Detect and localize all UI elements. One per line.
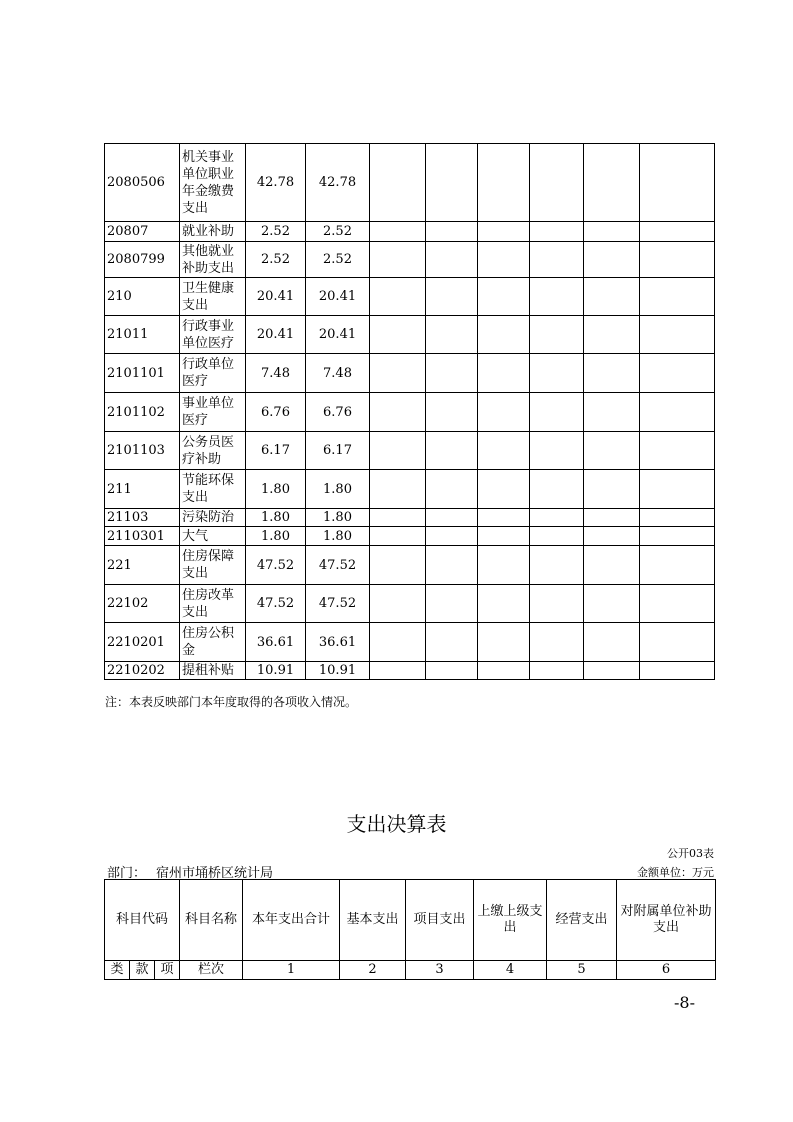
empty-cell — [640, 144, 715, 222]
row-total: 10.91 — [246, 662, 306, 680]
empty-cell — [530, 222, 584, 242]
row-basic: 1.80 — [306, 470, 370, 509]
empty-cell — [370, 585, 426, 623]
empty-cell — [426, 242, 478, 278]
row-name: 行政单位医疗 — [180, 354, 246, 393]
index-kuan: 款 — [130, 961, 155, 980]
empty-cell — [640, 546, 715, 585]
table-row — [105, 316, 715, 354]
row-basic: 20.41 — [306, 278, 370, 316]
row-name: 节能环保支出 — [180, 470, 246, 509]
row-code: 2101101 — [105, 354, 180, 393]
row-basic: 20.41 — [306, 316, 370, 354]
row-code: 211 — [105, 470, 180, 509]
table-row — [105, 546, 715, 585]
table-row — [105, 527, 715, 546]
row-basic: 6.17 — [306, 432, 370, 470]
table-note: 注：本表反映部门本年度取得的各项收入情况。 — [105, 695, 358, 709]
table-row — [105, 623, 715, 662]
empty-cell — [370, 527, 426, 546]
table-row — [105, 354, 715, 393]
empty-cell — [640, 393, 715, 432]
empty-cell — [584, 432, 640, 470]
row-basic: 10.91 — [306, 662, 370, 680]
empty-cell — [530, 509, 584, 527]
empty-cell — [530, 470, 584, 509]
empty-cell — [426, 316, 478, 354]
empty-cell — [530, 354, 584, 393]
empty-cell — [426, 222, 478, 242]
row-code: 2080506 — [105, 144, 180, 222]
row-name: 卫生健康支出 — [180, 278, 246, 316]
empty-cell — [478, 527, 530, 546]
row-name: 住房公积金 — [180, 623, 246, 662]
row-basic: 1.80 — [306, 527, 370, 546]
index-lei: 类 — [105, 961, 130, 980]
empty-cell — [370, 662, 426, 680]
empty-cell — [426, 509, 478, 527]
empty-cell — [370, 222, 426, 242]
empty-cell — [478, 432, 530, 470]
row-code: 2110301 — [105, 527, 180, 546]
row-code: 21011 — [105, 316, 180, 354]
header-code: 科目代码 — [105, 880, 180, 961]
row-total: 2.52 — [246, 222, 306, 242]
empty-cell — [370, 623, 426, 662]
empty-cell — [426, 470, 478, 509]
row-name: 住房保障支出 — [180, 546, 246, 585]
empty-cell — [640, 432, 715, 470]
table-row — [105, 432, 715, 470]
empty-cell — [478, 354, 530, 393]
index-xiang: 项 — [155, 961, 180, 980]
empty-cell — [584, 509, 640, 527]
table-row — [105, 585, 715, 623]
row-total: 47.52 — [246, 546, 306, 585]
page-title: 支出决算表 — [346, 812, 447, 836]
empty-cell — [640, 354, 715, 393]
empty-cell — [478, 242, 530, 278]
empty-cell — [640, 470, 715, 509]
empty-cell — [478, 662, 530, 680]
empty-cell — [584, 144, 640, 222]
empty-cell — [584, 316, 640, 354]
empty-cell — [426, 144, 478, 222]
empty-cell — [370, 432, 426, 470]
empty-cell — [584, 278, 640, 316]
empty-cell — [640, 623, 715, 662]
row-total: 6.76 — [246, 393, 306, 432]
empty-cell — [530, 242, 584, 278]
row-total: 36.61 — [246, 623, 306, 662]
empty-cell — [584, 546, 640, 585]
empty-cell — [478, 585, 530, 623]
empty-cell — [478, 222, 530, 242]
empty-cell — [640, 242, 715, 278]
row-code: 2101103 — [105, 432, 180, 470]
empty-cell — [426, 623, 478, 662]
header-name: 科目名称 — [180, 880, 243, 961]
empty-cell — [426, 278, 478, 316]
empty-cell — [584, 393, 640, 432]
empty-cell — [370, 242, 426, 278]
empty-cell — [370, 509, 426, 527]
table-row — [105, 222, 715, 242]
row-code: 2101102 — [105, 393, 180, 432]
row-code: 22102 — [105, 585, 180, 623]
row-total: 2.52 — [246, 242, 306, 278]
empty-cell — [584, 527, 640, 546]
page-number: -8- — [674, 993, 695, 1012]
row-code: 2210201 — [105, 623, 180, 662]
empty-cell — [530, 527, 584, 546]
unit-label: 金额单位：万元 — [637, 866, 714, 879]
empty-cell — [640, 222, 715, 242]
empty-cell — [530, 144, 584, 222]
header-upper: 上缴上级支出 — [474, 880, 547, 961]
table-row — [105, 509, 715, 527]
row-name: 机关事业单位职业年金缴费支出 — [180, 144, 246, 222]
empty-cell — [640, 278, 715, 316]
row-name: 事业单位医疗 — [180, 393, 246, 432]
row-basic: 47.52 — [306, 546, 370, 585]
row-code: 221 — [105, 546, 180, 585]
empty-cell — [530, 662, 584, 680]
row-basic: 36.61 — [306, 623, 370, 662]
row-basic: 2.52 — [306, 242, 370, 278]
row-total: 6.17 — [246, 432, 306, 470]
header-subsidiary: 对附属单位补助支出 — [617, 880, 716, 961]
index-lanci: 栏次 — [180, 961, 243, 980]
empty-cell — [640, 316, 715, 354]
row-basic: 7.48 — [306, 354, 370, 393]
row-basic: 2.52 — [306, 222, 370, 242]
index-col-5: 5 — [547, 961, 617, 980]
empty-cell — [530, 546, 584, 585]
row-total: 20.41 — [246, 316, 306, 354]
row-total: 47.52 — [246, 585, 306, 623]
row-code: 210 — [105, 278, 180, 316]
empty-cell — [530, 623, 584, 662]
empty-cell — [426, 546, 478, 585]
row-total: 1.80 — [246, 527, 306, 546]
empty-cell — [426, 393, 478, 432]
empty-cell — [530, 585, 584, 623]
expenditure-table — [104, 879, 716, 980]
empty-cell — [478, 278, 530, 316]
row-code: 2080799 — [105, 242, 180, 278]
row-name: 公务员医疗补助 — [180, 432, 246, 470]
row-name: 提租补贴 — [180, 662, 246, 680]
row-total: 20.41 — [246, 278, 306, 316]
empty-cell — [426, 585, 478, 623]
row-code: 2210202 — [105, 662, 180, 680]
table-row — [105, 144, 715, 222]
empty-cell — [370, 354, 426, 393]
empty-cell — [370, 393, 426, 432]
row-code: 20807 — [105, 222, 180, 242]
table-row — [105, 242, 715, 278]
income-continuation-table — [104, 143, 715, 680]
row-total: 7.48 — [246, 354, 306, 393]
header-total: 本年支出合计 — [243, 880, 340, 961]
empty-cell — [478, 393, 530, 432]
empty-cell — [530, 278, 584, 316]
empty-cell — [426, 432, 478, 470]
column-index-row — [105, 961, 716, 980]
index-col-3: 3 — [406, 961, 474, 980]
empty-cell — [530, 432, 584, 470]
index-col-2: 2 — [340, 961, 406, 980]
header-business: 经营支出 — [547, 880, 617, 961]
empty-cell — [640, 527, 715, 546]
empty-cell — [530, 393, 584, 432]
empty-cell — [478, 144, 530, 222]
empty-cell — [584, 470, 640, 509]
header-basic: 基本支出 — [340, 880, 406, 961]
table-row — [105, 662, 715, 680]
row-basic: 1.80 — [306, 509, 370, 527]
table-row — [105, 278, 715, 316]
table-row — [105, 470, 715, 509]
empty-cell — [370, 144, 426, 222]
empty-cell — [478, 470, 530, 509]
row-basic: 6.76 — [306, 393, 370, 432]
table-row — [105, 393, 715, 432]
empty-cell — [584, 242, 640, 278]
empty-cell — [478, 509, 530, 527]
row-total: 1.80 — [246, 470, 306, 509]
empty-cell — [584, 354, 640, 393]
form-tag: 公开03表 — [667, 847, 714, 860]
row-name: 污染防治 — [180, 509, 246, 527]
empty-cell — [426, 662, 478, 680]
empty-cell — [478, 623, 530, 662]
empty-cell — [530, 316, 584, 354]
index-col-1: 1 — [243, 961, 340, 980]
empty-cell — [370, 316, 426, 354]
empty-cell — [426, 527, 478, 546]
table-header-row — [105, 880, 716, 961]
empty-cell — [640, 662, 715, 680]
empty-cell — [370, 278, 426, 316]
row-name: 就业补助 — [180, 222, 246, 242]
department-label: 部门： — [107, 866, 147, 881]
row-name: 住房改革支出 — [180, 585, 246, 623]
row-name: 其他就业补助支出 — [180, 242, 246, 278]
empty-cell — [640, 509, 715, 527]
row-name: 行政事业单位医疗 — [180, 316, 246, 354]
empty-cell — [426, 354, 478, 393]
department-value: 宿州市埇桥区统计局 — [156, 866, 274, 881]
row-total: 42.78 — [246, 144, 306, 222]
empty-cell — [478, 546, 530, 585]
index-col-6: 6 — [617, 961, 716, 980]
empty-cell — [370, 470, 426, 509]
empty-cell — [478, 316, 530, 354]
row-name: 大气 — [180, 527, 246, 546]
empty-cell — [584, 662, 640, 680]
header-project: 项目支出 — [406, 880, 474, 961]
row-code: 21103 — [105, 509, 180, 527]
empty-cell — [584, 585, 640, 623]
row-basic: 47.52 — [306, 585, 370, 623]
empty-cell — [370, 546, 426, 585]
row-total: 1.80 — [246, 509, 306, 527]
empty-cell — [584, 623, 640, 662]
empty-cell — [584, 222, 640, 242]
index-col-4: 4 — [474, 961, 547, 980]
empty-cell — [640, 585, 715, 623]
row-basic: 42.78 — [306, 144, 370, 222]
